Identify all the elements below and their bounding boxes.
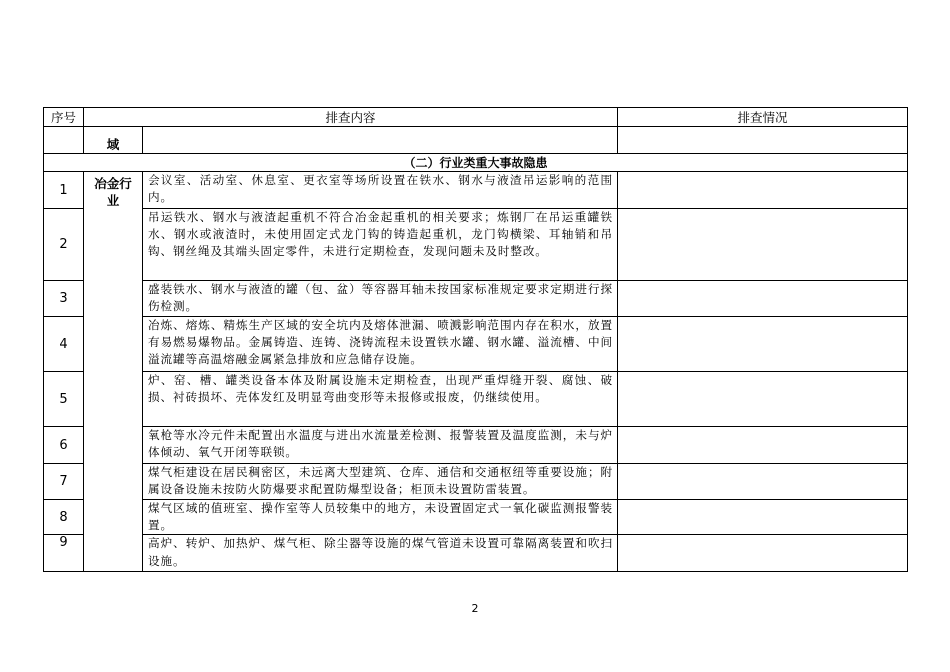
row-result[interactable] [618, 281, 908, 317]
continuation-content-cell [143, 127, 618, 154]
row-content: 冶炼、熔炼、精炼生产区域的安全坑内及熔体泄漏、喷溅影响范围内存在积水，放置有易燃易爆物品。金属铸造、连铸、浇铸流程未设置铁水罐、钢水罐、溢流槽、中间溢流罐等高温熔融金属紧急排放和应急储存设施。 [143, 317, 618, 372]
industry-cell [84, 172, 143, 572]
row-content: 煤气柜建设在居民稠密区，未远离大型建筑、仓库、通信和交通枢纽等重要设施；附属设备设施未按防火防爆要求配置防爆型设备；柜顶未设置防雷装置。 [143, 464, 618, 500]
section-row [44, 154, 908, 172]
row-number: 3 [44, 281, 84, 317]
row-number: 4 [44, 317, 84, 372]
row-result[interactable] [618, 500, 908, 535]
continuation-row [44, 127, 908, 154]
continuation-result-cell [618, 127, 908, 154]
row-number: 5 [44, 372, 84, 427]
table-row [44, 172, 908, 209]
row-content: 煤气区域的值班室、操作室等人员较集中的地方，未设置固定式一氧化碳监测报警装置。 [143, 500, 618, 535]
table-row [44, 317, 908, 372]
table-row [44, 427, 908, 464]
continuation-area-cell [84, 127, 143, 154]
row-number: 7 [44, 464, 84, 500]
continuation-num-cell [44, 127, 84, 154]
table-row [44, 535, 908, 572]
row-content: 会议室、活动室、休息室、更衣室等场所设置在铁水、钢水与液渣吊运影响的范围内。 [143, 172, 618, 209]
row-number: 6 [44, 427, 84, 464]
row-content: 盛装铁水、钢水与液渣的罐（包、盆）等容器耳轴未按国家标准规定要求定期进行探伤检测。 [143, 281, 618, 317]
row-result[interactable] [618, 209, 908, 281]
table-row [44, 464, 908, 500]
table-header-row [44, 108, 908, 127]
row-content: 炉、窑、槽、罐类设备本体及附属设施未定期检查，出现严重焊缝开裂、腐蚀、破损、衬砖损坏、壳体发红及明显弯曲变形等未报修或报废，仍继续使用。 [143, 372, 618, 427]
row-result[interactable] [618, 535, 908, 572]
table-row [44, 372, 908, 427]
inspection-table [43, 107, 908, 572]
table-row [44, 209, 908, 281]
table-row [44, 500, 908, 535]
row-content: 吊运铁水、钢水与液渣起重机不符合冶金起重机的相关要求；炼钢厂在吊运重罐铁水、钢水或液渣时，未使用固定式龙门钩的铸造起重机，龙门钩横梁、耳轴销和吊钩、钢丝绳及其端头固定零件，未进行定期检查，发现问题未及时整改。 [143, 209, 618, 281]
section-title: （二）行业类重大事故隐患 [44, 154, 908, 172]
row-result[interactable] [618, 172, 908, 209]
row-result[interactable] [618, 427, 908, 464]
industry-label: 冶金行业 [94, 176, 132, 208]
table-row [44, 281, 908, 317]
header-content: 排查内容 [84, 108, 618, 127]
row-number: 9 [44, 535, 84, 572]
header-num: 序号 [44, 108, 84, 127]
row-number: 1 [44, 172, 84, 209]
continuation-area-text: 域 [106, 137, 120, 152]
row-number: 8 [44, 500, 84, 535]
row-content: 高炉、转炉、加热炉、煤气柜、除尘器等设施的煤气管道未设置可靠隔离装置和吹扫设施。 [143, 535, 618, 572]
row-number: 2 [44, 209, 84, 281]
row-content: 氧枪等水冷元件未配置出水温度与进出水流量差检测、报警装置及温度监测，未与炉体倾动、氧气开闭等联锁。 [143, 427, 618, 464]
row-result[interactable] [618, 317, 908, 372]
row-result[interactable] [618, 372, 908, 427]
row-result[interactable] [618, 464, 908, 500]
page-number: 2 [471, 602, 479, 615]
header-result: 排查情况 [618, 108, 908, 127]
